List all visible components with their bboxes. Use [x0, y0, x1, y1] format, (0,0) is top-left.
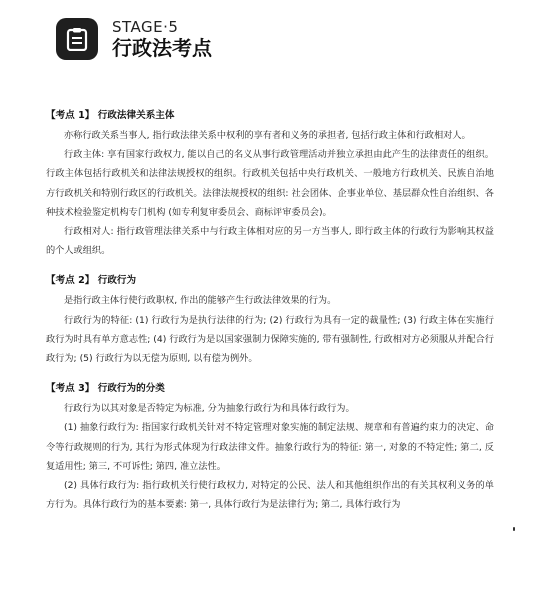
paragraph: 行政主体: 享有国家行政权力, 能以自己的名义从事行政管理活动并独立承担由此产生的法律责任的组织。行政主体包括行政机关和法律法规授权的组织。行政机关包括中央行政机关、一般地方行政机关、民族自治地方行政机关和特别行政区的行政机关。法律法规授权的组织: 社会团体、企事业单位、基层群众性自治组织、各种技术检验鉴定机构专门机构 (如专利复审委员会、商标评审委员会)。: [46, 149, 494, 218]
page-header: [56, 18, 212, 60]
clipboard-icon: [56, 18, 98, 60]
chapter-title: 行政法考点: [112, 36, 212, 61]
section-1: [46, 107, 494, 260]
stage-label: STAGE·5: [112, 17, 179, 36]
paragraph: 行政行为以其对象是否特定为标准, 分为抽象行政行为和具体行政行为。: [64, 403, 355, 415]
paragraph: 亦称行政关系当事人, 指行政法律关系中权利的享有者和义务的承担者, 包括行政主体和行政相对人。: [64, 130, 471, 141]
section-heading: 【考点 3】 行政行为的分类: [46, 383, 165, 395]
paragraph: 行政相对人: 指行政管理法律关系中与行政主体相对应的另一方当事人, 即行政主体的行政行为影响其权益的个人或组织。: [46, 226, 494, 257]
section-heading: 【考点 1】 行政法律关系主体: [46, 110, 175, 121]
section-2: [46, 272, 494, 368]
header-titles: [112, 19, 212, 60]
paragraph: (1) 抽象行政行为: 指国家行政机关针对不特定管理对象实施的制定法规、规章和有普遍约束力的决定、命令等行政规则的行为, 其行为形式体现为行政法律文件。抽象行政行为的特征: 第一, 对象的不特定性; 第二, 反复适用性; 第三, 不可诉性; 第四, 准立法性。: [46, 422, 494, 472]
section-heading: 【考点 2】 行政行为: [46, 275, 137, 287]
paragraph: (2) 具体行政行为: 指行政机关行使行政权力, 对特定的公民、法人和其他组织作出的有关其权利义务的单方行为。具体行政行为的基本要素: 第一, 具体行政行为是法律行为; 第二, 具体行政行为: [46, 480, 494, 511]
paragraph: 是指行政主体行使行政职权, 作出的能够产生行政法律效果的行为。: [64, 295, 337, 307]
ink-mark: [513, 527, 515, 531]
paragraph: 行政行为的特征: (1) 行政行为是执行法律的行为; (2) 行政行为具有一定的裁量性; (3) 行政主体在实施行政行为时具有单方意志性; (4) 行政行为是以国家强制力保障实施的, 带有强制性, 行政相对方必须服从并配合行政行为; (5) 行政行为以无偿为原则, 以有偿为例外。: [46, 314, 494, 365]
section-3: [46, 380, 494, 514]
document-body: [46, 107, 494, 514]
